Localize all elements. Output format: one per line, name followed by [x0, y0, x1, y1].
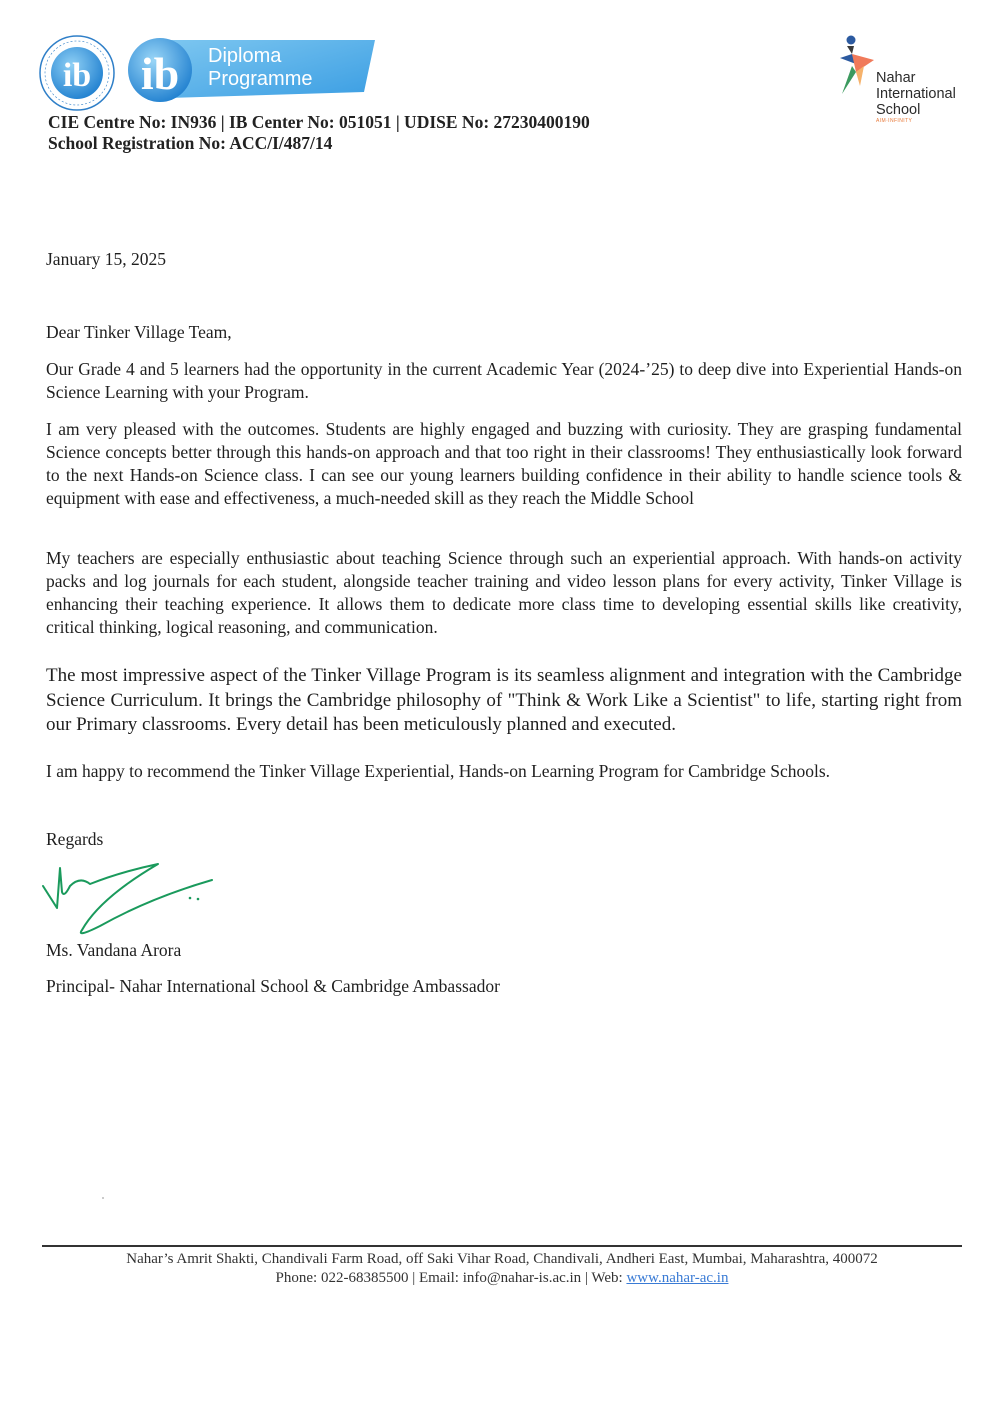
paragraph-1: Our Grade 4 and 5 learners had the opportunity in the current Academic Year (2024-’25) to deep dive into Experiential Hands-on Science Learning with your Program.	[46, 359, 962, 402]
scan-speck	[102, 1197, 104, 1199]
footer-contact	[42, 1269, 962, 1288]
paragraph-3: My teachers are especially enthusiastic about teaching Science through such an experiential approach. With hands-on activity packs and log journals for each student, alongside teacher training and video lesson plans for every activity, Tinker Village is enhancing their teaching experience. It allows them to dedicate more class time to developing essential skills like creativity, critical thinking, logical reasoning, and communication.	[46, 548, 962, 637]
svg-text:ib: ib	[140, 48, 180, 99]
signature-image	[40, 858, 220, 938]
ib-programme-line2: Programme	[208, 68, 313, 90]
svg-text:ib: ib	[62, 57, 92, 94]
nahar-school-logo-icon	[838, 32, 878, 98]
letter-date: January 15, 2025	[46, 249, 167, 269]
school-name-line2: International	[876, 86, 956, 102]
paragraph-5: I am happy to recommend the Tinker Village Experiential, Hands-on Learning Program for Cambridge Schools.	[46, 761, 831, 781]
website-link[interactable]: www.nahar-ac.in	[626, 1270, 729, 1286]
school-name-line3: School	[876, 102, 921, 118]
ib-programme-label	[208, 45, 312, 91]
signer-title: Principal- Nahar International School & Cambridge Ambassador	[46, 976, 500, 996]
paragraph-2: I am very pleased with the outcomes. Students are highly engaged and buzzing with curiosity. They are grasping fundamental Science concepts better through this hands-on approach and that too right in their classrooms! They enthusiastically look forward to the next Hands-on Science class. I can see our young learners building confidence in their ability to handle science tools & equipment with ease and effectiveness, a much-needed skill as they reach the Middle School	[46, 419, 962, 508]
signer-name: Ms. Vandana Arora	[46, 940, 182, 960]
school-tagline: AIM·INFINITY	[876, 118, 913, 124]
school-name-logo-text	[876, 70, 956, 125]
footer-contact-text: Phone: 022-68385500 | Email: info@nahar-is.ac.in | Web:	[275, 1270, 627, 1286]
registration-block	[48, 112, 590, 154]
letter-closing: Regards	[46, 829, 104, 849]
ib-programme-line1: Diploma	[208, 45, 282, 67]
registration-line-1: CIE Centre No: IN936 | IB Center No: 051051 | UDISE No: 27230400190	[48, 112, 590, 132]
letter-salutation: Dear Tinker Village Team,	[46, 322, 232, 342]
registration-line-2: School Registration No: ACC/I/487/14	[48, 133, 333, 153]
footer-divider	[42, 1245, 962, 1247]
paragraph-4: The most impressive aspect of the Tinker Village Program is its seamless alignment and integration with the Cambridge Science Curriculum. It brings the Cambridge philosophy of "Think & Work Like a Scientist" to life, starting right from our Primary classrooms. Every detail has been meticulously planned and executed.	[46, 665, 962, 735]
ib-world-school-logo	[38, 34, 116, 112]
school-name-line1: Nahar	[876, 70, 916, 86]
footer	[42, 1250, 962, 1288]
footer-address: Nahar’s Amrit Shakti, Chandivali Farm Road, off Saki Vihar Road, Chandivali, Andheri East, Mumbai, Maharashtra, 400072	[126, 1251, 878, 1267]
